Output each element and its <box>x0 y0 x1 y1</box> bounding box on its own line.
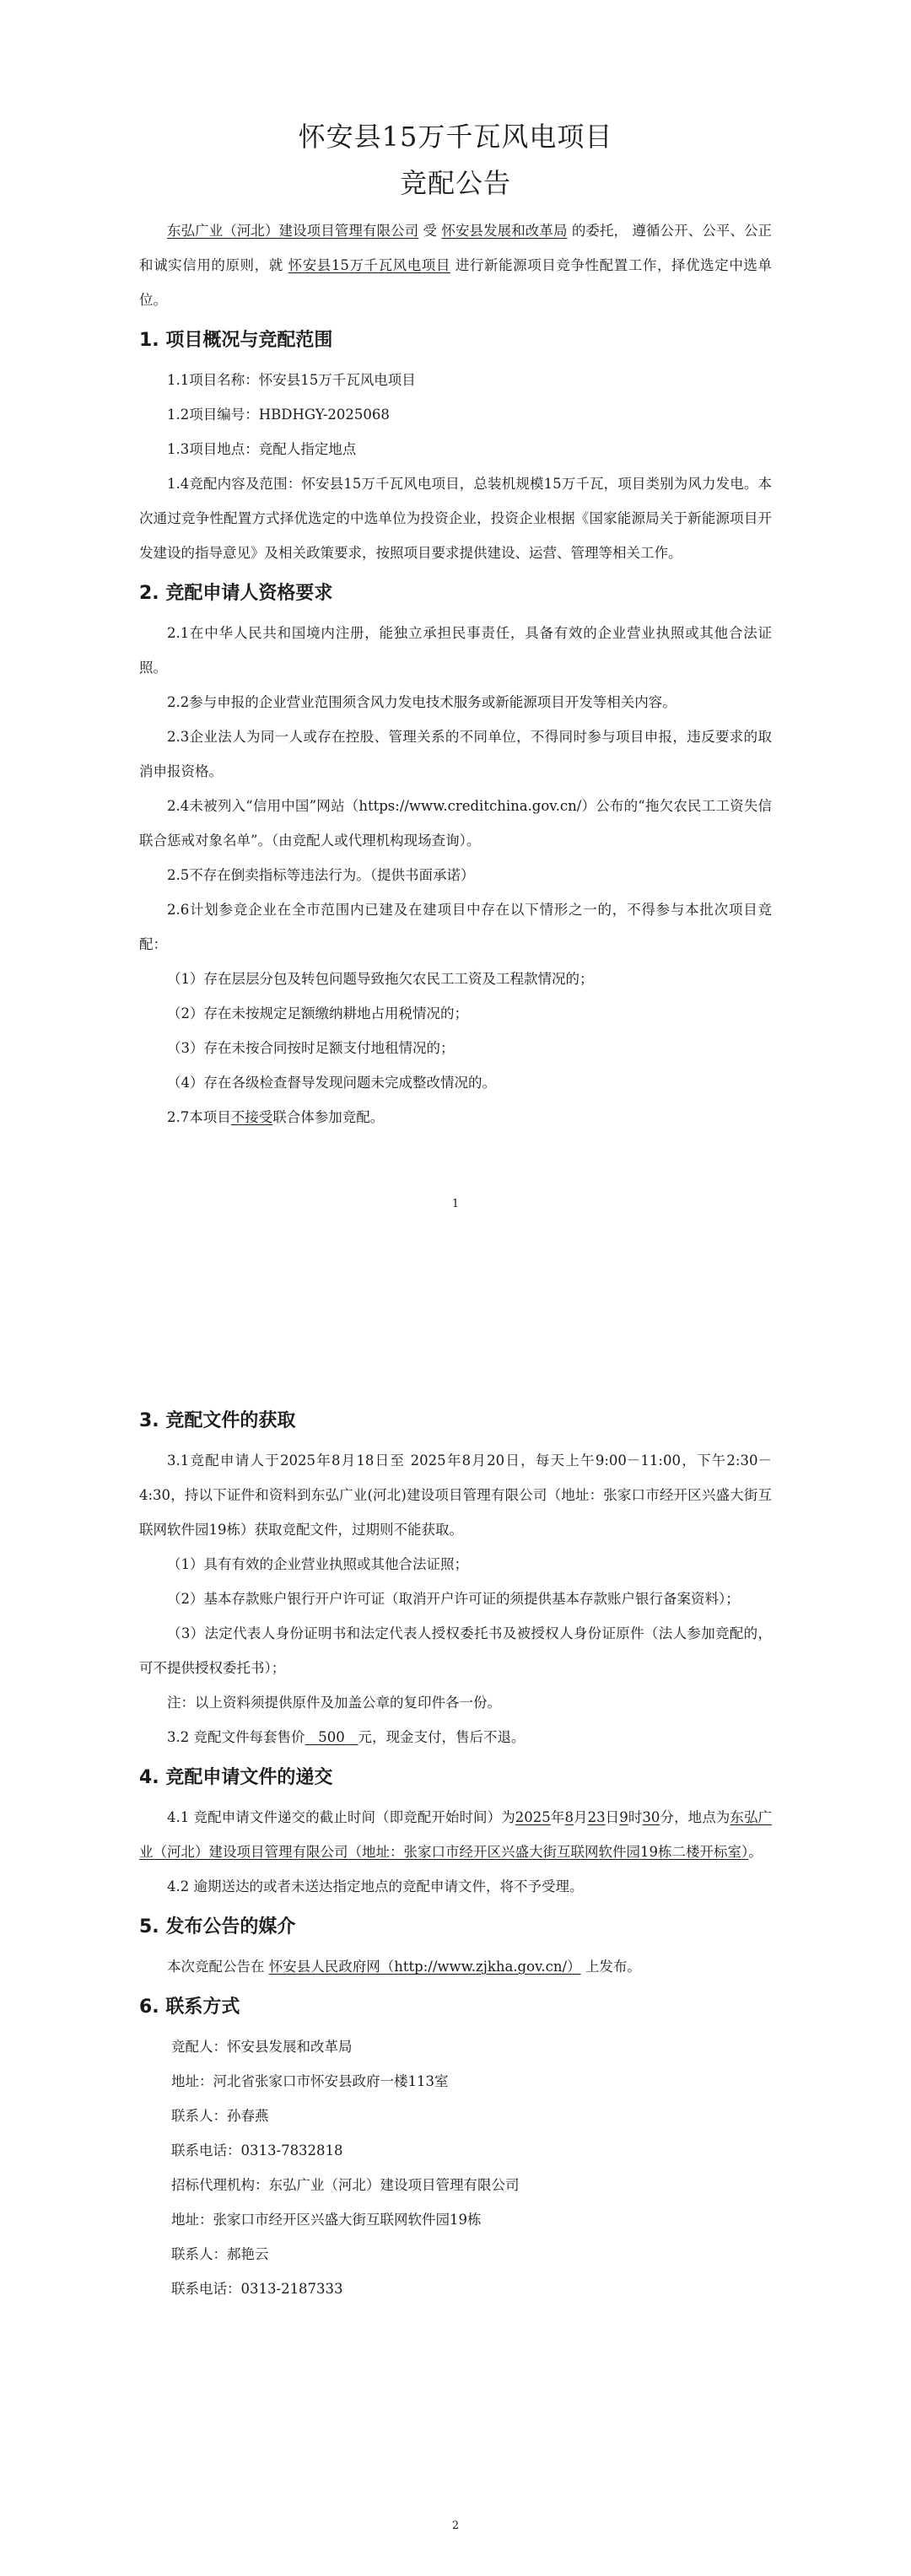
intro-text-2: 的委托， 遵循公开、公平、公正和诚实信用的原则，就 <box>139 223 773 273</box>
consortium-not-accepted: 不接受 <box>230 1109 273 1125</box>
deadline-minute: 30 <box>642 1809 660 1825</box>
page-number: 2 <box>451 2519 460 2532</box>
section-3-subitem: （1）具有有效的企业营业执照或其他合法证照； <box>167 1556 468 1572</box>
contact-line: 联系人：郝艳云 <box>171 2246 269 2262</box>
section-2-subitem: （1）存在层层分包及转包问题导致拖欠农民工工资及工程款情况的； <box>167 971 594 987</box>
client-name: 怀安县发展和改革局 <box>441 223 568 239</box>
section-1-heading: 1. 项目概况与竞配范围 <box>139 330 333 351</box>
contact-block <box>139 2029 772 2306</box>
section-2-subitem: （4）存在各级检查督导发现问题未完成整改情况的。 <box>167 1075 496 1091</box>
year-unit: 年 <box>550 1809 565 1825</box>
section-2-item: 2.3企业法人为同一人或存在控股、管理关系的不同单位，不得同时参与项目申报，违反要求的取消申报资格。 <box>139 729 772 779</box>
section-5-text <box>139 1949 772 1984</box>
document-subtitle: 竞配公告 <box>399 167 511 199</box>
intro-text-1: 受 <box>423 223 438 239</box>
section-2-item: 2.4未被列入“信用中国”网站（https://www.creditchina.gov.cn/）公布的“拖欠农民工工资失信联合惩戒对象名单”。（由竞配人或代理机构现场查询）。 <box>139 798 772 849</box>
day-unit: 日 <box>605 1809 620 1825</box>
contact-line: 联系电话：0313-7832818 <box>171 2142 343 2158</box>
section-3-heading: 3. 竞配文件的获取 <box>139 1410 296 1431</box>
media-prefix: 本次竞配公告在 <box>167 1959 265 1975</box>
section-1-item: 1.4竞配内容及范围：怀安县15万千瓦风电项目，总装机规模15万千瓦，项目类别为风力发电。本次通过竞争性配置方式择优选定的中选单位为投资企业，投资企业根据《国家能源局关于新能源项目开发建设的指导意见》及相关政策要求，按照项目要求提供建设、运营、管理等相关工作。 <box>139 476 772 561</box>
intro-text-3: 进行新能源项目竞争性配置工作，择优选定中选单位。 <box>139 257 772 308</box>
section-2-item: 2.1在中华人民共和国境内注册，能独立承担民事责任，具备有效的企业营业执照或其他合法证照。 <box>139 625 772 676</box>
intro-paragraph <box>139 213 772 317</box>
section-2-subitem: （3）存在未按合同按时足额支付地租情况的； <box>167 1040 455 1056</box>
section-2-item: 2.6计划参竞企业在全市范围内已建及在建项目中存在以下情形之一的，不得参与本批次项目竞配： <box>139 902 772 952</box>
contact-line: 联系人：孙春燕 <box>171 2108 269 2124</box>
item-7-prefix: 2.7本项目 <box>167 1109 231 1125</box>
deadline-month: 8 <box>564 1809 574 1825</box>
contact-line: 招标代理机构：东弘广业（河北）建设项目管理有限公司 <box>171 2177 520 2193</box>
section-6-heading: 6. 联系方式 <box>139 1997 240 2018</box>
section-3-subitem: （2）基本存款账户银行开户许可证（取消开户许可证的须提供基本存款账户银行备案资料）； <box>167 1591 740 1607</box>
section-4-heading: 4. 竞配申请文件的递交 <box>139 1767 333 1788</box>
document-title: 怀安县15万千瓦风电项目 <box>298 121 613 153</box>
media-link[interactable]: 怀安县人民政府网（http://www.zjkha.gov.cn/） <box>268 1959 581 1975</box>
price-value: 500 <box>318 1729 345 1745</box>
deadline-hour: 9 <box>619 1809 628 1825</box>
page-1-content <box>139 0 772 1134</box>
section-2-item: 2.2参与申报的企业营业范围须含风力发电技术服务或新能源项目开发等相关内容。 <box>167 694 677 710</box>
item-end-mark: 。 <box>748 1844 763 1860</box>
contact-line: 地址：河北省张家口市怀安县政府一楼113室 <box>171 2073 449 2089</box>
page-2-content <box>139 1398 772 2306</box>
minute-unit: 分，地点为 <box>660 1809 730 1825</box>
agency-name: 东弘广业（河北）建设项目管理有限公司 <box>167 223 419 239</box>
submission-place: 东弘广业（河北）建设项目管理有限公司（地址：张家口市经开区兴盛大街互联网软件园19栋二楼开标室） <box>139 1809 773 1860</box>
section-2-item-7 <box>139 1100 772 1134</box>
document-price <box>305 1729 358 1745</box>
month-unit: 月 <box>573 1809 588 1825</box>
contact-line: 竞配人：怀安县发展和改革局 <box>171 2039 353 2055</box>
deadline-year: 2025 <box>515 1809 551 1825</box>
section-2-heading: 2. 竞配申请人资格要求 <box>139 583 333 604</box>
section-2-item: 2.5不存在倒卖指标等违法行为。（提供书面承诺） <box>167 867 475 883</box>
hour-unit: 时 <box>628 1809 643 1825</box>
section-4-item-2: 4.2 逾期送达的或者未送达指定地点的竞配申请文件，将不予受理。 <box>167 1878 584 1894</box>
section-5-heading: 5. 发布公告的媒介 <box>139 1916 296 1937</box>
page-2 <box>0 1288 911 2576</box>
section-4-item-1 <box>139 1800 772 1869</box>
project-name: 怀安县15万千瓦风电项目 <box>288 257 450 273</box>
page-number: 1 <box>451 1198 460 1210</box>
price-prefix: 3.2 竞配文件每套售价 <box>167 1729 305 1745</box>
section-3-note: 注：以上资料须提供原件及加盖公章的复印件各一份。 <box>167 1695 501 1711</box>
section-3-subitem: （3）法定代表人身份证明书和法定代表人授权委托书及被授权人身份证原件（法人参加竞配的，可不提供授权委托书）； <box>139 1625 772 1676</box>
section-3-item-2 <box>139 1720 772 1754</box>
section-1-item: 1.3项目地点：竞配人指定地点 <box>167 441 357 457</box>
deadline-prefix: 4.1 竞配申请文件递交的截止时间（即竞配开始时间）为 <box>167 1809 515 1825</box>
section-1-item: 1.1项目名称：怀安县15万千瓦风电项目 <box>167 372 416 388</box>
section-1-item: 1.2项目编号：HBDHGY-2025068 <box>167 407 390 423</box>
contact-line: 联系电话：0313-2187333 <box>171 2281 343 2297</box>
section-3-item-1: 3.1竞配申请人于2025年8月18日至 2025年8月20日，每天上午9:00－11:00，下午2:30－4:30，持以下证件和资料到东弘广业(河北)建设项目管理有限公司（地址：张家口市经开区兴盛大街互联网软件园19栋）获取竞配文件，过期则不能获取。 <box>139 1452 772 1538</box>
media-suffix: 上发布。 <box>585 1959 641 1975</box>
price-suffix: 元，现金支付，售后不退。 <box>358 1729 526 1745</box>
contact-line: 地址：张家口市经开区兴盛大街互联网软件园19栋 <box>171 2212 482 2228</box>
deadline-day: 23 <box>587 1809 606 1825</box>
item-7-suffix: 联合体参加竞配。 <box>272 1109 385 1125</box>
section-2-subitem: （2）存在未按规定足额缴纳耕地占用税情况的； <box>167 1005 468 1021</box>
